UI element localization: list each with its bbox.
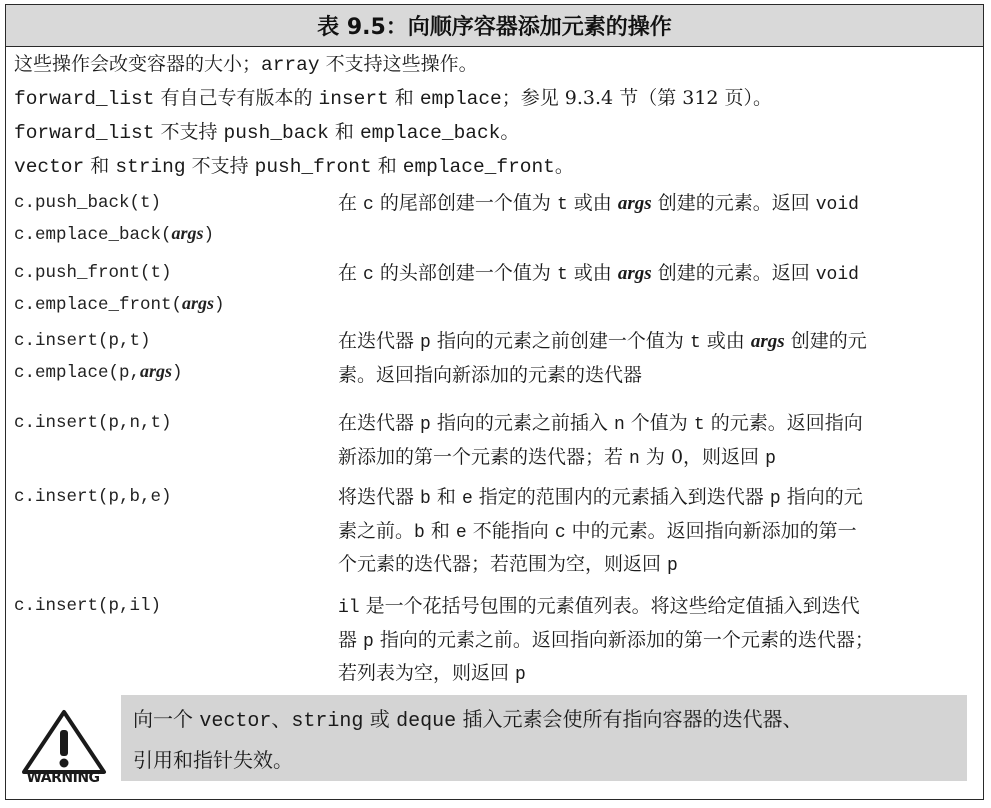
code-fragment: p	[769, 489, 781, 509]
code-fragment: emplace_back	[359, 122, 501, 144]
operation-description	[338, 408, 960, 475]
description-line	[338, 408, 960, 442]
description-line	[338, 658, 960, 692]
warning-line	[133, 741, 955, 779]
parameter-fragment: args	[617, 193, 652, 214]
operation-signature	[14, 188, 161, 218]
text-fragment: 中的元素。返回指向新添加的第一	[565, 519, 857, 542]
text-fragment: 的尾部创建一个值为	[373, 192, 557, 214]
text-fragment: c.emplace_front(	[14, 295, 183, 315]
text-fragment: 创建的元素。返回	[651, 192, 816, 214]
code-fragment: void	[815, 195, 859, 215]
code-fragment: emplace	[419, 88, 502, 110]
warning-text	[121, 695, 967, 781]
warning-line	[133, 700, 955, 741]
operation-signature	[14, 258, 172, 288]
note-line	[14, 84, 772, 113]
text-fragment: )	[203, 225, 215, 245]
text-fragment: 将迭代器	[338, 486, 421, 508]
code-fragment: array	[261, 54, 320, 76]
text-fragment: 引用和指针失效。	[133, 748, 293, 772]
text-fragment: 。	[500, 121, 520, 143]
text-fragment: 指向的元素之前。返回指向新添加的第一个元素的迭代器；	[373, 628, 874, 651]
text-fragment: 不支持这些操作。	[319, 53, 478, 75]
code-fragment: p	[765, 448, 776, 469]
code-fragment: insert	[318, 88, 389, 110]
description-line	[338, 258, 960, 292]
code-fragment: vector	[14, 156, 85, 178]
text-fragment: c.insert(p,il)	[14, 596, 162, 616]
text-fragment: 创建的元	[784, 330, 867, 352]
text-fragment: 和	[388, 87, 420, 109]
note-line	[14, 152, 574, 181]
note-line	[14, 118, 519, 147]
description-line	[338, 625, 960, 659]
text-fragment: 和	[84, 155, 116, 177]
code-fragment: e	[455, 522, 467, 543]
text-fragment: 若列表为空，则返回	[338, 662, 516, 684]
text-fragment: 和	[371, 155, 403, 177]
code-fragment: push_front	[254, 156, 372, 178]
code-fragment: t	[693, 415, 705, 435]
text-fragment: 的头部创建一个值为	[373, 262, 557, 284]
text-fragment: 在	[338, 262, 364, 284]
code-fragment: string	[291, 710, 364, 733]
code-fragment: n	[629, 448, 640, 469]
text-fragment: 是一个花括号包围的元素值列表。将这些给定值插入到迭代	[359, 595, 860, 617]
text-fragment: 个值为	[624, 412, 694, 434]
code-fragment: p	[363, 631, 374, 652]
parameter-fragment: args	[182, 293, 215, 313]
code-fragment: il	[338, 598, 360, 618]
text-fragment: )	[172, 363, 183, 383]
operation-signature	[14, 288, 225, 320]
text-fragment: c.insert(p,b,e)	[14, 487, 172, 507]
text-fragment: ；参见 9.3.4 节（第 312 页）。	[501, 87, 773, 109]
text-fragment: 不支持	[185, 155, 255, 177]
operation-description	[338, 258, 960, 292]
code-fragment: push_back	[223, 122, 329, 144]
description-line	[338, 326, 960, 360]
text-fragment: 或	[363, 707, 397, 731]
code-fragment: vector	[199, 710, 272, 733]
code-fragment: b	[420, 489, 431, 509]
code-fragment: n	[613, 415, 625, 435]
text-fragment: )	[214, 295, 225, 315]
text-fragment: 或由	[567, 262, 618, 284]
text-fragment: 向一个	[133, 707, 200, 731]
parameter-fragment: args	[750, 331, 785, 352]
operation-signature	[14, 326, 151, 356]
code-fragment: void	[815, 265, 859, 285]
text-fragment: 不支持	[154, 121, 224, 143]
code-fragment: t	[689, 333, 701, 353]
text-fragment: c.push_front(t)	[14, 263, 172, 283]
text-fragment: 素。返回指向新添加的元素的迭代器	[338, 363, 643, 386]
code-fragment: c	[363, 195, 374, 215]
text-fragment: c.emplace(p,	[14, 363, 141, 383]
text-fragment: 个元素的迭代器；若范围为空，则返回	[338, 553, 668, 575]
operation-description	[338, 188, 960, 222]
parameter-fragment: args	[617, 263, 652, 284]
operation-description	[338, 591, 960, 692]
code-fragment: c	[554, 522, 566, 543]
description-line	[338, 549, 960, 583]
code-fragment: emplace_front	[402, 156, 555, 178]
text-fragment: 在迭代器	[338, 330, 421, 352]
text-fragment: 器	[338, 628, 364, 651]
warning-label: WARNING	[26, 770, 100, 786]
description-line	[338, 482, 960, 516]
parameter-fragment: args	[140, 361, 173, 381]
description-line	[338, 591, 960, 625]
operation-description	[338, 482, 960, 583]
text-fragment: 素之前。	[338, 519, 415, 542]
text-fragment: 新添加的第一个元素的迭代器；若	[338, 445, 630, 468]
text-fragment: 或由	[567, 192, 618, 214]
text-fragment: 和	[430, 486, 462, 508]
text-fragment: 在迭代器	[338, 412, 421, 434]
text-fragment: 插入元素会使所有指向容器的迭代器、	[456, 707, 803, 731]
code-fragment: p	[515, 665, 526, 685]
description-line	[338, 442, 960, 476]
text-fragment: 不能指向	[466, 519, 555, 542]
text-fragment: c.push_back(t)	[14, 193, 162, 213]
code-fragment: deque	[396, 710, 457, 733]
text-fragment: 创建的元素。返回	[651, 262, 816, 284]
operation-signature	[14, 218, 214, 250]
description-line	[338, 516, 960, 550]
operation-signature	[14, 356, 183, 388]
text-fragment: 和	[328, 121, 360, 143]
text-fragment: c.emplace_back(	[14, 225, 172, 245]
code-fragment: t	[556, 265, 568, 285]
text-fragment: 指向的元	[780, 486, 863, 508]
code-fragment: p	[667, 556, 678, 576]
table-title: 表 9.5：向顺序容器添加元素的操作	[6, 5, 983, 47]
text-fragment: 和	[424, 519, 456, 542]
text-fragment: 有自己专有版本的	[154, 87, 319, 109]
code-fragment: t	[556, 195, 568, 215]
text-fragment: c.insert(p,n,t)	[14, 413, 172, 433]
description-line	[338, 360, 960, 392]
code-fragment: b	[414, 522, 425, 543]
code-fragment: c	[363, 265, 374, 285]
text-fragment: c.insert(p,t)	[14, 331, 151, 351]
operation-description	[338, 326, 960, 391]
text-fragment: 指定的范围内的元素插入到迭代器	[472, 486, 770, 508]
code-fragment: string	[115, 156, 186, 178]
operation-signature	[14, 482, 172, 512]
code-fragment: e	[461, 489, 473, 509]
text-fragment: 。	[554, 155, 574, 177]
operation-signature	[14, 408, 172, 438]
code-fragment: forward_list	[14, 122, 155, 144]
text-fragment: 指向的元素之前创建一个值为	[430, 330, 690, 352]
text-fragment: 在	[338, 192, 364, 214]
operation-signature	[14, 591, 161, 621]
code-fragment: p	[420, 415, 431, 435]
description-line	[338, 188, 960, 222]
code-fragment: forward_list	[14, 88, 155, 110]
text-fragment: 这些操作会改变容器的大小；	[14, 53, 262, 75]
code-fragment: p	[420, 333, 431, 353]
text-fragment: 、	[271, 707, 292, 731]
text-fragment: 或由	[700, 330, 751, 352]
note-line	[14, 50, 478, 79]
parameter-fragment: args	[171, 223, 204, 243]
text-fragment: 的元素。返回指向	[704, 412, 863, 434]
text-fragment: 为 0，则返回	[639, 445, 766, 468]
text-fragment: 指向的元素之前插入	[430, 412, 614, 434]
